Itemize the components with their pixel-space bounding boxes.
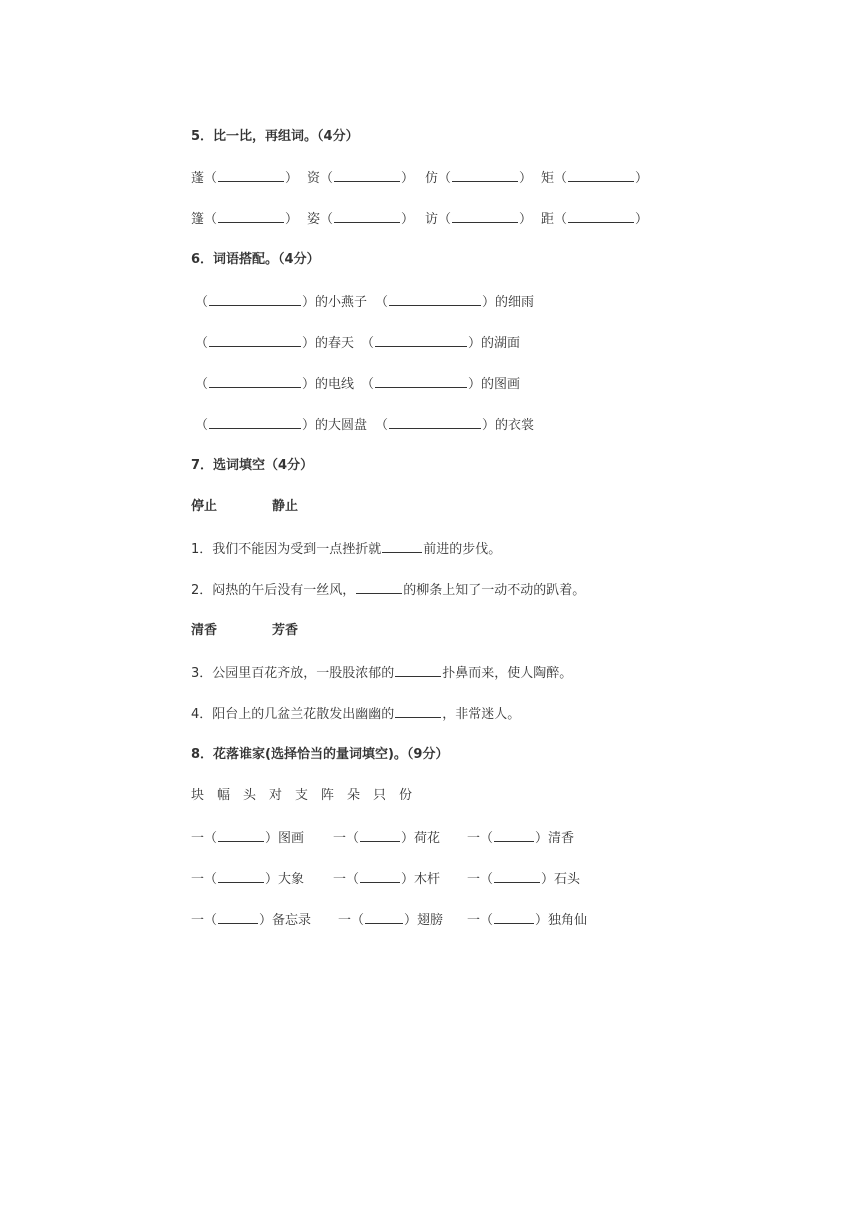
answer-blank[interactable] xyxy=(209,333,301,347)
q5-char: 姿 xyxy=(307,212,321,227)
yi-char: 一 xyxy=(333,831,347,846)
q8-noun: 翅膀 xyxy=(417,913,444,928)
sentence-number: 3． xyxy=(191,666,213,681)
measure-word: 对 xyxy=(269,788,283,803)
answer-blank[interactable] xyxy=(382,539,422,553)
q8-title: 8．花落谁家(选择恰当的量词填空)。（9分） xyxy=(191,747,449,762)
q6-match-item: （ ）的电线 xyxy=(195,374,354,394)
q8-item: 一（ ）翅膀 xyxy=(338,910,443,930)
q8-noun: 石头 xyxy=(554,872,581,887)
answer-blank[interactable] xyxy=(395,663,441,677)
q7-sentence-1 xyxy=(191,539,501,559)
q6-phrase: 的大圆盘 xyxy=(315,418,368,433)
q8-item: 一（ ）独角仙 xyxy=(467,910,587,930)
answer-blank[interactable] xyxy=(494,828,534,842)
q5-char: 蓬 xyxy=(191,171,205,186)
measure-word: 幅 xyxy=(217,788,231,803)
answer-blank[interactable] xyxy=(218,209,284,223)
measure-word: 份 xyxy=(399,788,413,803)
q6-phrase: 的图画 xyxy=(481,377,521,392)
yi-char: 一 xyxy=(333,872,347,887)
answer-blank[interactable] xyxy=(356,580,402,594)
answer-blank[interactable] xyxy=(218,910,258,924)
answer-blank[interactable] xyxy=(365,910,403,924)
q8-measure-words xyxy=(191,787,425,805)
measure-word: 支 xyxy=(295,788,309,803)
q8-noun: 图画 xyxy=(278,831,305,846)
answer-blank[interactable] xyxy=(389,292,481,306)
answer-blank[interactable] xyxy=(375,333,467,347)
measure-word: 阵 xyxy=(321,788,335,803)
measure-word: 块 xyxy=(191,788,205,803)
q6-phrase: 的小燕子 xyxy=(315,295,368,310)
sentence-text: 公园里百花齐放，一股股浓郁的 xyxy=(212,666,395,681)
q5-row2-item: 访（ ） xyxy=(425,209,532,229)
q5-row1-item: 仿（ ） xyxy=(425,168,532,188)
answer-blank[interactable] xyxy=(568,168,634,182)
sentence-text: 我们不能因为受到一点挫折就 xyxy=(212,542,382,557)
answer-blank[interactable] xyxy=(218,168,284,182)
measure-word: 头 xyxy=(243,788,257,803)
q8-item: 一（ ）石头 xyxy=(467,869,580,889)
q7-choice-word: 芳香 xyxy=(272,623,299,638)
answer-blank[interactable] xyxy=(494,910,534,924)
yi-char: 一 xyxy=(467,831,481,846)
yi-char: 一 xyxy=(191,831,205,846)
yi-char: 一 xyxy=(467,872,481,887)
q5-char: 矩 xyxy=(541,171,555,186)
answer-blank[interactable] xyxy=(452,209,518,223)
measure-word: 朵 xyxy=(347,788,361,803)
q5-char: 距 xyxy=(541,212,555,227)
answer-blank[interactable] xyxy=(494,869,540,883)
q6-match-item: （ ）的小燕子 xyxy=(195,292,367,312)
q8-noun: 大象 xyxy=(278,872,305,887)
q5-row2-item: 篷（ ） xyxy=(191,209,298,229)
q7-sentence-2 xyxy=(191,580,585,600)
q6-phrase: 的春天 xyxy=(315,336,355,351)
q6-phrase: 的细雨 xyxy=(495,295,535,310)
answer-blank[interactable] xyxy=(452,168,518,182)
q7-choice-word: 静止 xyxy=(272,499,299,514)
answer-blank[interactable] xyxy=(389,415,481,429)
q6-match-item: （ ）的大圆盘 xyxy=(195,415,367,435)
q5-title: 5．比一比，再组词。（4分） xyxy=(191,129,359,144)
q5-row2-item: 距（ ） xyxy=(541,209,648,229)
sentence-text: 扑鼻而来，使人陶醉。 xyxy=(442,666,573,681)
sentence-text: 前进的步伐。 xyxy=(423,542,502,557)
q7-sentence-3 xyxy=(191,663,572,683)
q5-row2-item: 姿（ ） xyxy=(307,209,414,229)
measure-word: 只 xyxy=(373,788,387,803)
answer-blank[interactable] xyxy=(568,209,634,223)
q8-noun: 备忘录 xyxy=(272,913,312,928)
q8-item: 一（ ）荷花 xyxy=(333,828,440,848)
q5-char: 仿 xyxy=(425,171,439,186)
sentence-text: 的柳条上知了一动不动的趴着。 xyxy=(403,583,586,598)
q6-title: 6．词语搭配。（4分） xyxy=(191,252,320,267)
q6-match-item: （ ）的湖面 xyxy=(361,333,520,353)
q6-phrase: 的湖面 xyxy=(481,336,521,351)
answer-blank[interactable] xyxy=(218,828,264,842)
yi-char: 一 xyxy=(191,872,205,887)
q6-match-item: （ ）的衣裳 xyxy=(375,415,534,435)
sentence-number: 4． xyxy=(191,707,213,722)
q8-item: 一（ ）大象 xyxy=(191,869,304,889)
q5-char: 篷 xyxy=(191,212,205,227)
answer-blank[interactable] xyxy=(209,292,301,306)
q5-row1-item: 蓬（ ） xyxy=(191,168,298,188)
q7-title: 7．选词填空（4分） xyxy=(191,458,314,473)
q6-phrase: 的衣裳 xyxy=(495,418,535,433)
yi-char: 一 xyxy=(191,913,205,928)
answer-blank[interactable] xyxy=(334,209,400,223)
answer-blank[interactable] xyxy=(360,828,400,842)
q8-noun: 独角仙 xyxy=(548,913,588,928)
q6-match-item: （ ）的细雨 xyxy=(375,292,534,312)
q5-row1-item: 资（ ） xyxy=(307,168,414,188)
sentence-number: 2． xyxy=(191,583,213,598)
q6-match-item: （ ）的春天 xyxy=(195,333,354,353)
q8-item: 一（ ）木杆 xyxy=(333,869,440,889)
answer-blank[interactable] xyxy=(360,869,400,883)
yi-char: 一 xyxy=(467,913,481,928)
answer-blank[interactable] xyxy=(209,374,301,388)
sentence-text: ，非常迷人。 xyxy=(442,707,521,722)
sentence-text: 闷热的午后没有一丝风， xyxy=(212,583,356,598)
q5-char: 访 xyxy=(425,212,439,227)
q8-noun: 荷花 xyxy=(414,831,441,846)
answer-blank[interactable] xyxy=(209,415,301,429)
answer-blank[interactable] xyxy=(375,374,467,388)
q7-choice-word: 清香 xyxy=(191,623,218,638)
q8-item: 一（ ）备忘录 xyxy=(191,910,311,930)
q7-sentence-4 xyxy=(191,704,520,724)
q5-row1-item: 矩（ ） xyxy=(541,168,648,188)
sentence-number: 1． xyxy=(191,542,213,557)
yi-char: 一 xyxy=(338,913,352,928)
answer-blank[interactable] xyxy=(334,168,400,182)
q8-noun: 木杆 xyxy=(414,872,441,887)
q8-item: 一（ ）清香 xyxy=(467,828,574,848)
q6-phrase: 的电线 xyxy=(315,377,355,392)
answer-blank[interactable] xyxy=(218,869,264,883)
q8-noun: 清香 xyxy=(548,831,575,846)
q7-choice-word: 停止 xyxy=(191,499,218,514)
q5-char: 资 xyxy=(307,171,321,186)
q6-match-item: （ ）的图画 xyxy=(361,374,520,394)
answer-blank[interactable] xyxy=(395,704,441,718)
q8-item: 一（ ）图画 xyxy=(191,828,304,848)
sentence-text: 阳台上的几盆兰花散发出幽幽的 xyxy=(212,707,395,722)
